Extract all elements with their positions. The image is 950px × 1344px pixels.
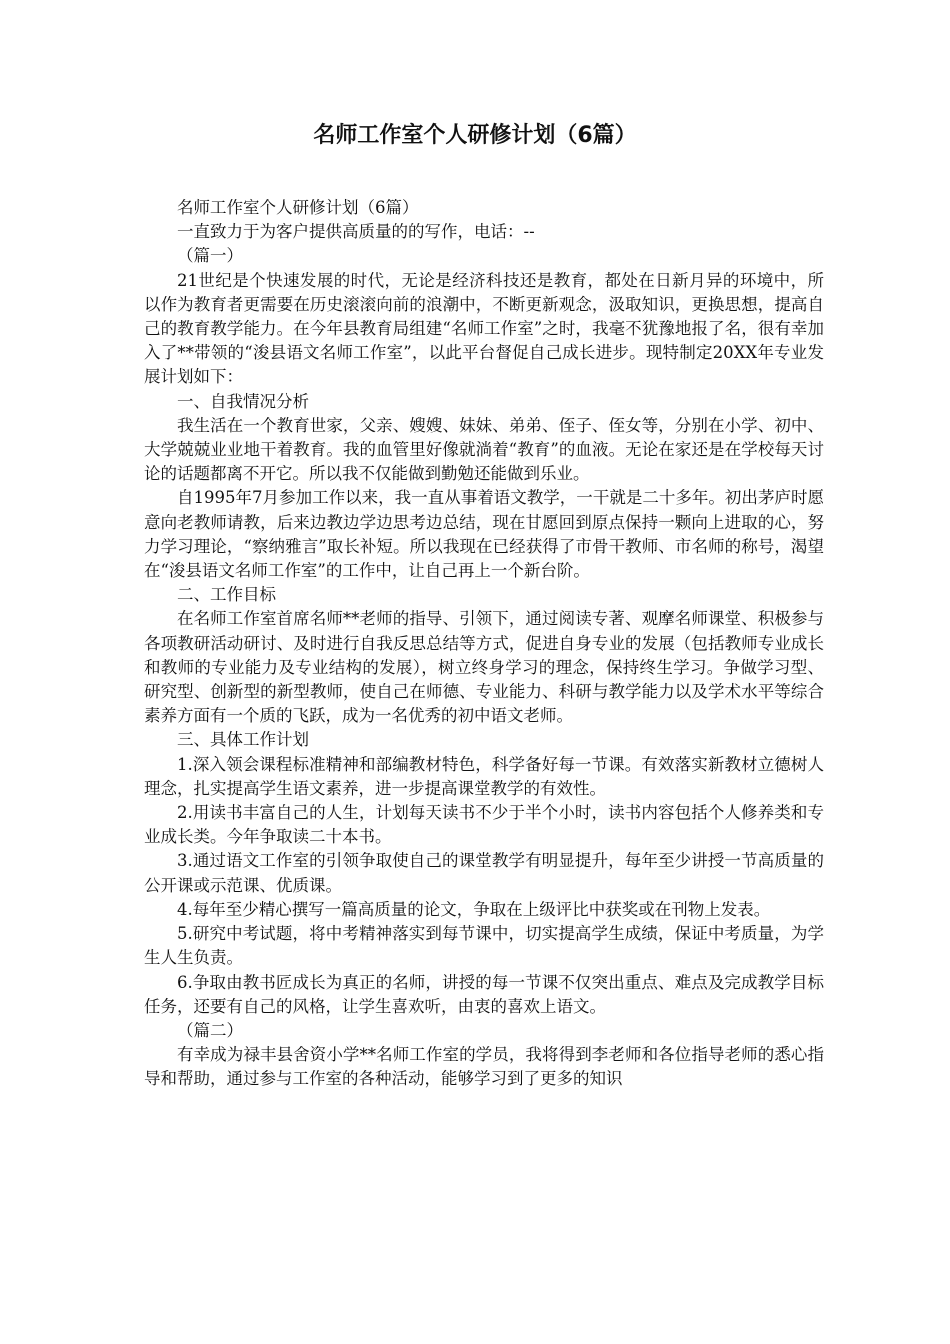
work-goals-paragraph: 在名师工作室首席名师**老师的指导、引领下，通过阅读专著、观摩名师课堂、积极参与各项教研活动研讨、及时进行自我反思总结等方式，促进自身专业的发展（包括教师专业成长和教师的专业能力及专业结构的发展），树立终身学习的理念，保持终生学习。争做学习型、研究型、创新型的新型教师，使自己在师德、专业能力、科研与教学能力以及学术水平等综合素养方面有一个质的飞跃，成为一名优秀的初中语文老师。 — [144, 609, 824, 726]
document-body — [144, 196, 824, 1092]
plan-item-4: 4.每年至少精心撰写一篇高质量的论文，争取在上级评比中获奖或在刊物上发表。 — [177, 899, 771, 919]
plan-item-3: 3.通过语文工作室的引领争取使自己的课堂教学有明显提升，每年至少讲授一节高质量的公开课或示范课、优质课。 — [144, 851, 824, 895]
heading-work-plan: 三、具体工作计划 — [177, 730, 309, 750]
plan-item-6: 6.争取由教书匠成长为真正的名师，讲授的每一节课不仅突出重点、难点及完成教学目标任务，还要有自己的风格，让学生喜欢听，由衷的喜欢上语文。 — [144, 972, 824, 1016]
section-label-part-one: （篇一） — [177, 246, 243, 266]
section-label-part-two: （篇二） — [177, 1020, 243, 1040]
plan-item-1: 1.深入领会课程标准精神和部编教材特色，科学备好每一节课。有效落实新教材立德树人理念，扎实提高学生语文素养，进一步提高课堂教学的有效性。 — [144, 754, 824, 798]
heading-self-analysis: 一、自我情况分析 — [177, 391, 309, 411]
part-two-paragraph: 有幸成为禄丰县舍资小学**名师工作室的学员，我将得到李老师和各位指导老师的悉心指导和帮助，通过参与工作室的各种活动，能够学习到了更多的知识 — [144, 1045, 824, 1089]
heading-work-goals: 二、工作目标 — [177, 585, 276, 605]
subtitle-line: 名师工作室个人研修计划（6篇） — [177, 198, 419, 217]
self-analysis-paragraph-2: 自1995年7月参加工作以来，我一直从事着语文教学，一干就是二十多年。初出茅庐时愿意向老教师请教，后来边教边学边思考边总结，现在甘愿回到原点保持一颗向上进取的心，努力学习理论，“察纳雅言”取长补短。所以我现在已经获得了市骨干教师、市名师的称号，渴望在“浚县语文名师工作室”的工作中，让自己再上一个新台阶。 — [144, 488, 824, 581]
plan-item-5: 5.研究中考试题，将中考精神落实到每节课中，切实提高学生成绩，保证中考质量，为学生人生负责。 — [144, 924, 824, 968]
document-title: 名师工作室个人研修计划（6篇） — [313, 123, 637, 148]
plan-item-2: 2.用读书丰富自己的人生，计划每天读书不少于半个小时，读书内容包括个人修养类和专业成长类。今年争取读二十本书。 — [144, 803, 824, 847]
intro-paragraph: 21世纪是个快速发展的时代，无论是经济科技还是教育，都处在日新月异的环境中，所以作为教育者更需要在历史滚滚向前的浪潮中，不断更新观念，汲取知识，更换思想，提高自己的教育教学能力。在今年县教育局组建“名师工作室”之时，我毫不犹豫地报了名，很有幸加入了**带领的“浚县语文名师工作室”，以此平台督促自己成长进步。现特制定20XX年专业发展计划如下： — [144, 270, 824, 387]
contact-line: 一直致力于为客户提供高质量的的写作，电话：-- — [177, 222, 535, 242]
self-analysis-paragraph-1: 我生活在一个教育世家，父亲、嫂嫂、妹妹、弟弟、侄子、侄女等，分别在小学、初中、大学兢兢业业地干着教育。我的血管里好像就淌着“教育”的血液。无论在家还是在学校每天讨论的话题都离不开它。所以我不仅能做到勤勉还能做到乐业。 — [144, 415, 824, 484]
